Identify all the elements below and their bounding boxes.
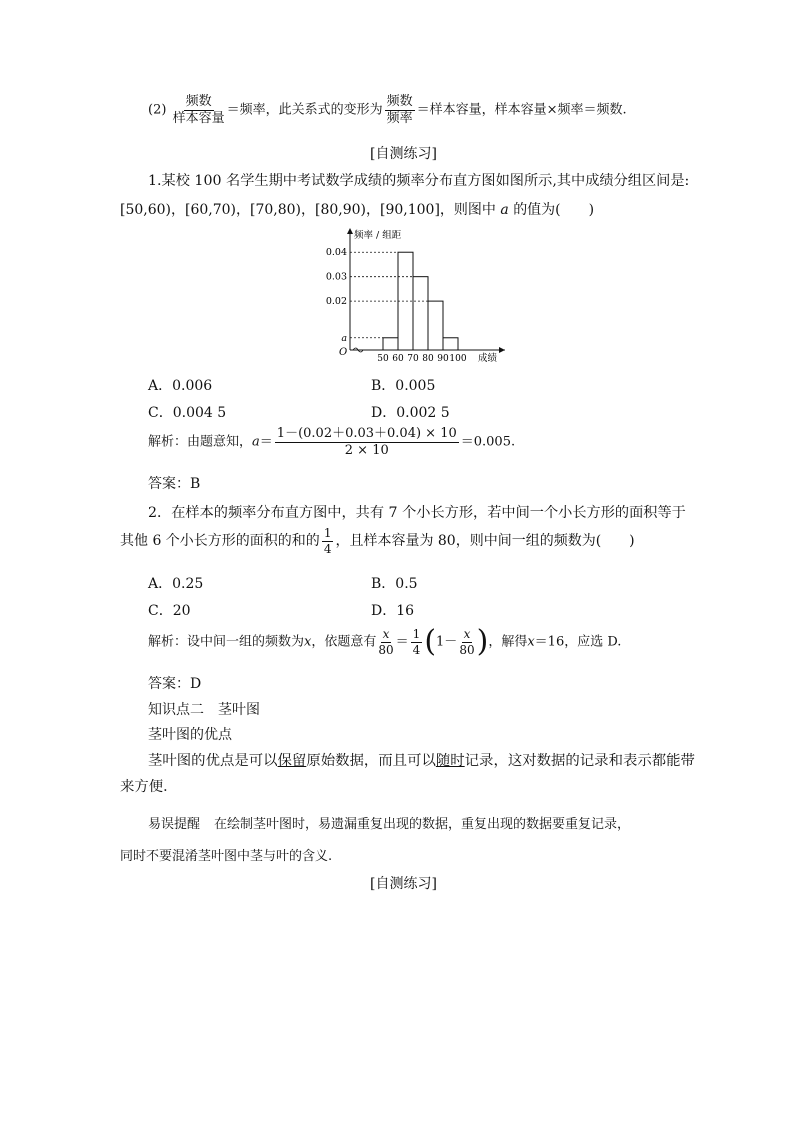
q1-line2 xyxy=(120,199,594,219)
x-tick-label-4: 90 xyxy=(437,354,449,364)
knowledge-body1-pre: 茎叶图的优点是可以 xyxy=(148,753,278,769)
q1-line2-pre: [50,60)，[60,70)，[70,80)，[80,90)，[90,100]，则图中 xyxy=(120,202,496,218)
q2-line1: 2．在样本的频率分布直方图中，共有 7 个小长方形，若中间一个小长方形的面积等于 xyxy=(148,505,686,521)
tip-line2: 同时不要混淆茎叶图中茎与叶的含义. xyxy=(120,849,333,864)
knowledge-body1-mid: 原始数据，而且可以 xyxy=(306,753,436,769)
rule2-frac1-num: 频数 xyxy=(185,94,212,109)
section-header-self-test-2: [自测练习] xyxy=(370,876,437,892)
q1-solution-label: 解析：由题意知， xyxy=(148,434,253,450)
knowledge-title: 知识点二 茎叶图 xyxy=(148,702,260,718)
q2-eq: ＝ xyxy=(395,634,409,650)
y-tick-label-1: 0.03 xyxy=(325,271,347,283)
tip-label: 易误提醒 xyxy=(148,817,201,832)
origin-label: O xyxy=(339,347,348,358)
x-tick-label-1: 60 xyxy=(392,354,404,364)
q1-solution-den: 2 × 10 xyxy=(344,442,389,458)
q2-frac-a-den: 80 xyxy=(378,642,394,657)
knowledge-subtitle: 茎叶图的优点 xyxy=(148,727,232,743)
q2-frac-c xyxy=(459,628,474,656)
q1-solution-frac xyxy=(275,427,459,457)
rule2-frac1-den: 样本容量 xyxy=(172,110,225,126)
rule2-frac1 xyxy=(173,95,225,125)
tip-text1: 在绘制茎叶图时，易遗漏重复出现的数据，重复出现的数据要重复记录， xyxy=(214,817,631,832)
q2-line2-frac-den: 4 xyxy=(323,541,332,556)
q2-solution-post-var: x xyxy=(527,634,535,650)
knowledge-body1-underline1: 保留 xyxy=(277,753,307,769)
q2-solution-var: x xyxy=(304,634,312,650)
x-tick-label-3: 80 xyxy=(422,354,434,364)
q2-frac-c-den: 80 xyxy=(459,642,475,657)
y-tick-label-3: a xyxy=(341,332,347,344)
q1-option-b: B．0.005 xyxy=(371,378,436,394)
q2-paren-open: ( xyxy=(424,624,437,659)
q2-option-a: A．0.25 xyxy=(148,576,204,592)
histogram-bar-2 xyxy=(413,277,428,350)
q2-frac-b xyxy=(411,628,423,656)
histogram-bar-3 xyxy=(428,301,443,350)
rule2-frac2 xyxy=(385,95,415,125)
q1-line2-var: a xyxy=(500,202,509,218)
q2-answer: 答案：D xyxy=(148,676,202,692)
histogram-bar-4 xyxy=(443,338,458,350)
x-axis-label: 成绩 xyxy=(478,353,498,364)
y-axis-label: 频率 / 组距 xyxy=(354,230,402,241)
q2-solution-post-pre: ，解得 xyxy=(488,634,528,650)
q1-answer: 答案：B xyxy=(148,476,201,492)
q1-solution xyxy=(148,427,515,457)
q1-option-a: A．0.006 xyxy=(148,378,213,394)
q1-solution-result: ＝0.005. xyxy=(460,434,516,450)
q2-paren-close: ) xyxy=(476,624,489,659)
q2-option-d: D．16 xyxy=(371,603,415,619)
rule2-line xyxy=(148,95,627,125)
histogram-bar-0 xyxy=(383,338,398,350)
q1-solution-var: a xyxy=(252,434,260,450)
q2-line2 xyxy=(120,527,635,555)
q2-frac-b-den: 4 xyxy=(412,642,421,657)
q2-solution-mid: ，依题意有 xyxy=(311,634,377,650)
q2-one-minus: 1－ xyxy=(436,634,458,650)
q2-solution-pre: 解析：设中间一组的频数为 xyxy=(148,634,305,650)
q2-solution-post: ＝16，应选 D. xyxy=(534,634,622,650)
q1-line2-post: 的值为( ) xyxy=(513,202,595,218)
q1-solution-eq: ＝ xyxy=(259,434,273,450)
q1-option-d: D．0.002 5 xyxy=(371,405,450,421)
rule2-text1: ＝频率，此关系式的变形为 xyxy=(226,102,383,118)
rule2-prefix: (2) xyxy=(148,102,167,118)
knowledge-body1-underline2: 随时 xyxy=(435,753,465,769)
y-tick-label-0: 0.04 xyxy=(325,247,347,259)
q2-frac-b-num: 1 xyxy=(412,626,421,641)
x-tick-label-2: 70 xyxy=(407,354,419,364)
q2-line2-frac-num: 1 xyxy=(323,526,332,540)
knowledge-body-line2: 来方便． xyxy=(120,779,178,795)
x-axis-arrow xyxy=(499,347,505,353)
rule2-frac2-num: 频数 xyxy=(386,94,413,109)
q2-line2-frac xyxy=(322,527,334,555)
q2-frac-a-num: x xyxy=(382,626,390,641)
q2-frac-a xyxy=(378,628,393,656)
x-tick-label-5: 100 xyxy=(449,354,467,364)
x-tick-label-0: 50 xyxy=(377,354,389,364)
q2-solution xyxy=(148,624,622,659)
q1-option-c: C．0.004 5 xyxy=(148,405,227,421)
q1-solution-num: 1－(0.02＋0.03＋0.04) × 10 xyxy=(276,426,457,441)
rule2-text2: ＝样本容量，样本容量×频率＝频数. xyxy=(416,102,627,118)
histogram-chart xyxy=(320,222,520,367)
knowledge-body-line1 xyxy=(148,749,695,770)
q2-frac-c-num: x xyxy=(463,626,471,641)
q2-option-b: B．0.5 xyxy=(371,576,418,592)
y-tick-label-2: 0.02 xyxy=(325,296,347,308)
y-axis-arrow xyxy=(347,228,353,234)
q1-line1: 1.某校 100 名学生期中考试数学成绩的频率分布直方图如图所示,其中成绩分组区间是: xyxy=(148,173,690,189)
tip-line1 xyxy=(148,813,630,832)
section-header-self-test: [自测练习] xyxy=(370,146,437,162)
knowledge-body1-post: 记录，这对数据的记录和表示都能带 xyxy=(464,753,695,769)
q2-option-c: C．20 xyxy=(148,603,191,619)
q2-line2-post: ，且样本容量为 80，则中间一组的频数为( ) xyxy=(335,533,635,550)
q2-line2-pre: 其他 6 个小长方形的面积的和的 xyxy=(120,533,320,550)
rule2-frac2-den: 频率 xyxy=(386,110,413,126)
